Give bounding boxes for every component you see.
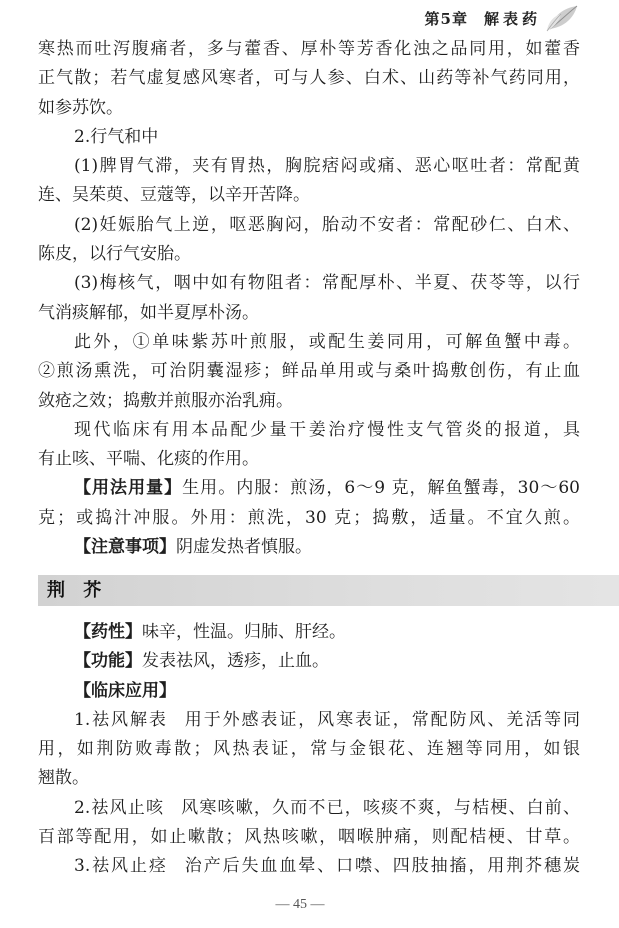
functions-text: 发表祛风，透疹，止血。 xyxy=(142,651,329,672)
clinical-use-line xyxy=(38,677,580,706)
precautions-text: 阴虚发热者慎服。 xyxy=(176,537,312,558)
properties-line xyxy=(38,618,580,647)
item-text: 用于外感表证，风寒表证，常配防风、羌活等同 xyxy=(184,709,580,730)
body-line: 敛疮之效；捣敷并煎服亦治乳痈。 xyxy=(38,390,293,411)
section-title: 荆 芥 xyxy=(47,580,108,601)
usage-dosage-label: 【用法用量】 xyxy=(74,478,183,499)
body-line: 气消痰解郁，如半夏厚朴汤。 xyxy=(38,302,259,323)
subheading: 3.祛风止痉 xyxy=(74,856,168,877)
body-line: 连、吴茱萸、豆蔻等，以辛开苦降。 xyxy=(38,185,310,206)
body-line: (2)妊娠胎气上逆，呕恶胸闷，胎动不安者：常配砂仁、白术、 xyxy=(74,214,580,235)
body-line: 此外，①单味紫苏叶煎服，或配生姜同用，可解鱼蟹中毒。 xyxy=(74,331,580,352)
body-line: (1)脾胃气滞，夹有胃热，胸脘痞闷或痛、恶心呕吐者：常配黄 xyxy=(74,156,580,177)
body-line: 如参苏饮。 xyxy=(38,97,123,118)
precautions-label: 【注意事项】 xyxy=(74,537,176,558)
item-text: 治产后失血血晕、口噤、四肢抽搐，用荆芥穗炭 xyxy=(184,856,580,877)
body-line: 现代临床有用本品配少量干姜治疗慢性支气管炎的报道，具 xyxy=(74,419,580,440)
functions-line xyxy=(38,647,580,676)
body-line: 用，如荆防败毒散；风热表证，常与金银花、连翘等同用，如银 xyxy=(38,739,580,760)
body-line: 陈皮，以行气安胎。 xyxy=(38,244,191,265)
usage-dosage-text: 生用。内服：煎汤，6～9 克，解鱼蟹毒，30～60 xyxy=(182,478,580,499)
entry-text xyxy=(38,618,580,882)
subheading: 1.祛风解表 xyxy=(74,709,168,730)
usage-dosage-line xyxy=(38,474,580,503)
subheading: 2.行气和中 xyxy=(74,126,159,147)
body-line: 百部等配用，如止嗽散；风热咳嗽，咽喉肿痛，则配桔梗、甘草。 xyxy=(38,827,580,848)
body-line: 有止咳、平喘、化痰的作用。 xyxy=(38,449,259,470)
properties-text: 味辛，性温。归肺、肝经。 xyxy=(142,622,346,642)
properties-label: 【药性】 xyxy=(74,622,142,642)
functions-label: 【功能】 xyxy=(74,651,142,672)
clinical-use-item xyxy=(38,852,580,881)
subheading: 2.祛风止咳 xyxy=(74,797,165,818)
running-header xyxy=(425,5,579,31)
body-line: (3)梅核气，咽中如有物阻者：常配厚朴、半夏、茯苓等，以行 xyxy=(74,273,580,294)
precautions-line xyxy=(38,533,580,562)
body-line: 寒热而吐泻腹痛者，多与藿香、厚朴等芳香化浊之品同用，如藿香 xyxy=(38,39,580,59)
section-heading-bar xyxy=(38,575,619,606)
body-line: 正气散；若气虚复感风寒者，可与人参、白术、山药等补气药同用， xyxy=(38,68,580,89)
body-line: 翘散。 xyxy=(38,768,89,789)
page-number: — 45 — xyxy=(275,897,325,912)
item-text: 风寒咳嗽，久而不已，咳痰不爽，与桔梗、白前、 xyxy=(181,797,580,818)
chapter-title: 解表药 xyxy=(483,9,541,28)
body-line: 克；或捣汁冲服。外用：煎洗，30 克；捣敷，适量。不宜久煎。 xyxy=(38,507,580,528)
clinical-use-item xyxy=(38,794,580,823)
leaf-icon xyxy=(545,4,579,32)
clinical-use-label: 【临床应用】 xyxy=(74,680,176,701)
body-line: ②煎汤熏洗，可治阴囊湿疹；鲜品单用或与桑叶捣敷创伤，有止血 xyxy=(38,361,580,382)
chapter-number: 第5章 xyxy=(424,9,468,28)
clinical-use-item xyxy=(38,706,580,735)
body-text xyxy=(38,35,580,562)
